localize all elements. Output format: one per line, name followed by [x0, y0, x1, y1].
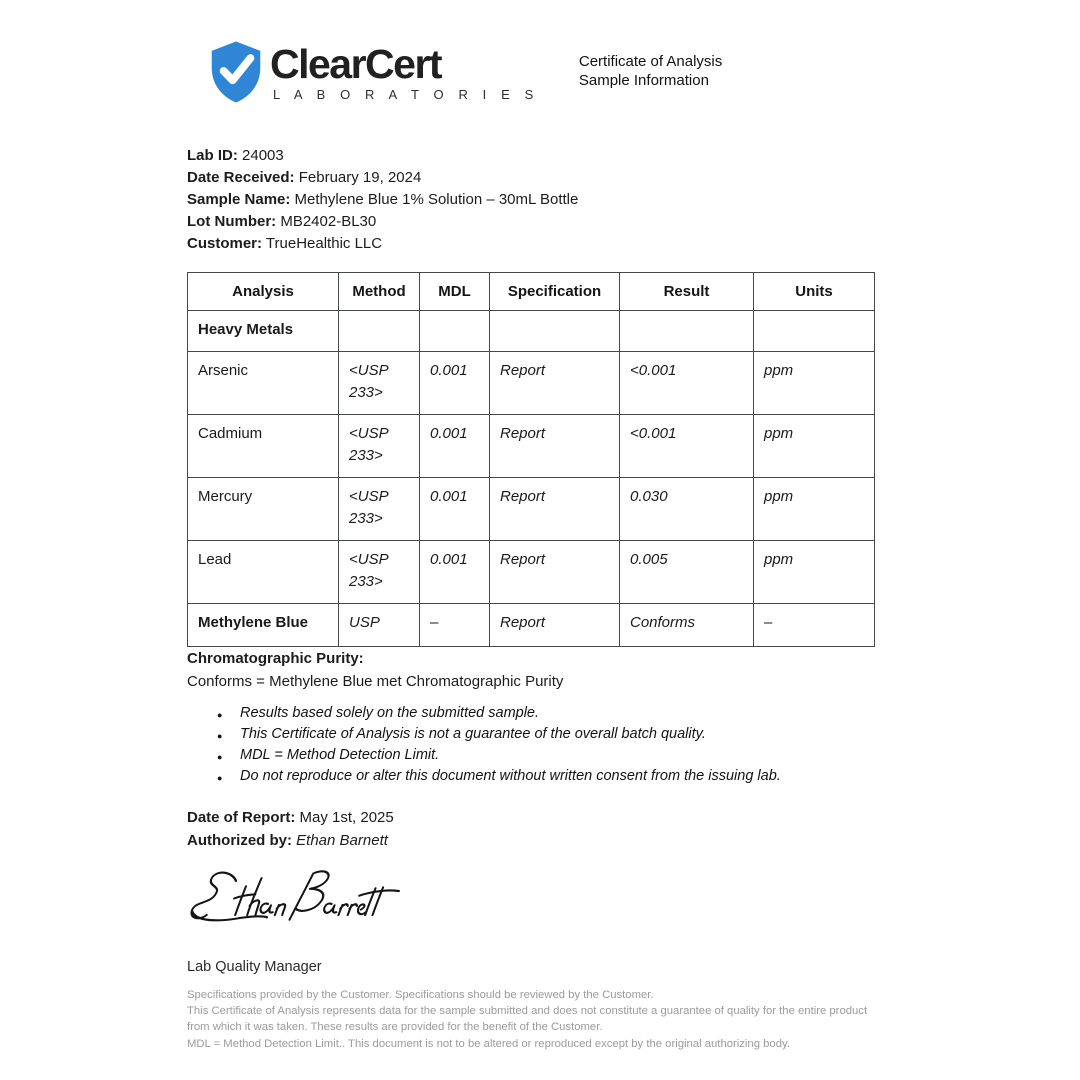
- customer-value: TrueHealthic LLC: [265, 235, 383, 252]
- date-received-label: Date Received:: [187, 169, 295, 186]
- report-date-line: [187, 806, 401, 829]
- disclaimer-item: ● This Certificate of Analysis is not a guarantee of the overall batch quality.: [187, 727, 781, 742]
- cell-analysis: Heavy Metals: [188, 311, 339, 352]
- disclaimer-item: ● Results based solely on the submitted sample.: [187, 706, 781, 721]
- purity-heading: Chromatographic Purity:: [187, 650, 364, 667]
- col-units: Units: [754, 273, 875, 311]
- table-row-lead: [188, 541, 875, 604]
- lot-number-value: MB2402-BL30: [280, 213, 377, 230]
- cell-method: USP: [339, 604, 420, 647]
- lot-number-line: [187, 211, 578, 233]
- cell-result: 0.005: [620, 541, 754, 604]
- cell-analysis: Methylene Blue: [188, 604, 339, 647]
- cell-specification: Report: [490, 415, 620, 478]
- date-received-value: February 19, 2024: [298, 169, 422, 186]
- sample-name-label: Sample Name:: [187, 191, 291, 208]
- lot-number-label: Lot Number:: [187, 213, 277, 230]
- cell-analysis: Lead: [188, 541, 339, 604]
- col-specification: Specification: [490, 273, 620, 311]
- fine-print-line: MDL = Method Detection Limit.. This document is not to be altered or reproduced except by the original authorizing body.: [187, 1037, 790, 1050]
- table-row-cadmium: [188, 415, 875, 478]
- brand-name: ClearCert: [270, 40, 442, 87]
- document-meta: [579, 38, 722, 90]
- cell-result: [620, 311, 754, 352]
- authorized-by-value: Ethan Barnett: [296, 832, 388, 849]
- cell-specification: Report: [490, 478, 620, 541]
- cell-result: <0.001: [620, 352, 754, 415]
- table-row-heavy-metals: [188, 311, 875, 352]
- results-table: [187, 272, 875, 647]
- table-header-row: [188, 273, 875, 311]
- report-date-label: Date of Report:: [187, 809, 296, 826]
- cell-result: 0.030: [620, 478, 754, 541]
- cell-mdl: –: [420, 604, 490, 647]
- sample-name-line: [187, 189, 578, 211]
- cell-method: [339, 311, 420, 352]
- authorized-by-label: Authorized by:: [187, 832, 292, 849]
- purity-text: Conforms = Methylene Blue met Chromatographic Purity: [187, 673, 564, 690]
- cell-mdl: [420, 311, 490, 352]
- brand-text: [270, 40, 539, 102]
- col-result: Result: [620, 273, 754, 311]
- shield-check-icon: [205, 38, 267, 106]
- document-subtitle: Sample Information: [578, 72, 709, 89]
- brand-subtitle: L A B O R A T O R I E S: [273, 86, 539, 102]
- fine-print-line: This Certificate of Analysis represents data for the sample submitted and does not constitute a guarantee of quality for the entire product from which it was taken. These results are provided for the benefit of the Customer.: [187, 1005, 868, 1034]
- cell-mdl: 0.001: [420, 352, 490, 415]
- cell-specification: Report: [490, 541, 620, 604]
- cell-analysis: Arsenic: [188, 352, 339, 415]
- cell-method: <USP 233>: [339, 541, 420, 604]
- cell-units: ppm: [754, 415, 875, 478]
- table-row-methylene-blue: [188, 604, 875, 647]
- cell-units: [754, 311, 875, 352]
- authorization-section: [187, 806, 401, 979]
- signature-script-icon: [189, 860, 401, 936]
- cell-units: ppm: [754, 352, 875, 415]
- authorized-by-line: [187, 829, 401, 852]
- lab-id-line: [187, 145, 578, 167]
- cell-analysis: Mercury: [188, 478, 339, 541]
- brand-logo: [205, 38, 539, 106]
- table-row-arsenic: [188, 352, 875, 415]
- disclaimer-item: ● Do not reproduce or alter this document without written consent from the issuing lab.: [187, 769, 781, 784]
- col-mdl: MDL: [420, 273, 490, 311]
- fine-print-line: Specifications provided by the Customer. Specifications should be reviewed by the Customer.: [187, 989, 654, 1001]
- cell-units: ppm: [754, 541, 875, 604]
- cell-method: <USP 233>: [339, 478, 420, 541]
- fine-print: [187, 987, 881, 1052]
- header: [205, 38, 722, 106]
- cell-mdl: 0.001: [420, 541, 490, 604]
- sample-information: [187, 145, 578, 255]
- signer-title: Lab Quality Manager: [187, 959, 322, 975]
- cell-specification: Report: [490, 352, 620, 415]
- lab-id-value: 24003: [242, 147, 284, 164]
- cell-units: –: [754, 604, 875, 647]
- customer-label: Customer:: [187, 235, 263, 252]
- signature: [189, 860, 401, 940]
- table-row-mercury: [188, 478, 875, 541]
- cell-method: <USP 233>: [339, 352, 420, 415]
- col-method: Method: [339, 273, 420, 311]
- customer-line: [187, 233, 578, 255]
- cell-specification: [490, 311, 620, 352]
- col-analysis: Analysis: [188, 273, 339, 311]
- cell-result: <0.001: [620, 415, 754, 478]
- cell-mdl: 0.001: [420, 415, 490, 478]
- disclaimer-list: [187, 706, 781, 790]
- cell-specification: Report: [490, 604, 620, 647]
- lab-id-label: Lab ID:: [187, 147, 238, 164]
- document-title: Certificate of Analysis: [578, 53, 723, 70]
- cell-analysis: Cadmium: [188, 415, 339, 478]
- cell-units: ppm: [754, 478, 875, 541]
- cell-method: <USP 233>: [339, 415, 420, 478]
- date-received-line: [187, 167, 578, 189]
- cell-mdl: 0.001: [420, 478, 490, 541]
- purity-section: [187, 647, 563, 693]
- disclaimer-item: ● MDL = Method Detection Limit.: [187, 748, 781, 763]
- cell-result: Conforms: [620, 604, 754, 647]
- report-date-value: May 1st, 2025: [299, 809, 394, 826]
- sample-name-value: Methylene Blue 1% Solution – 30mL Bottle: [294, 191, 579, 208]
